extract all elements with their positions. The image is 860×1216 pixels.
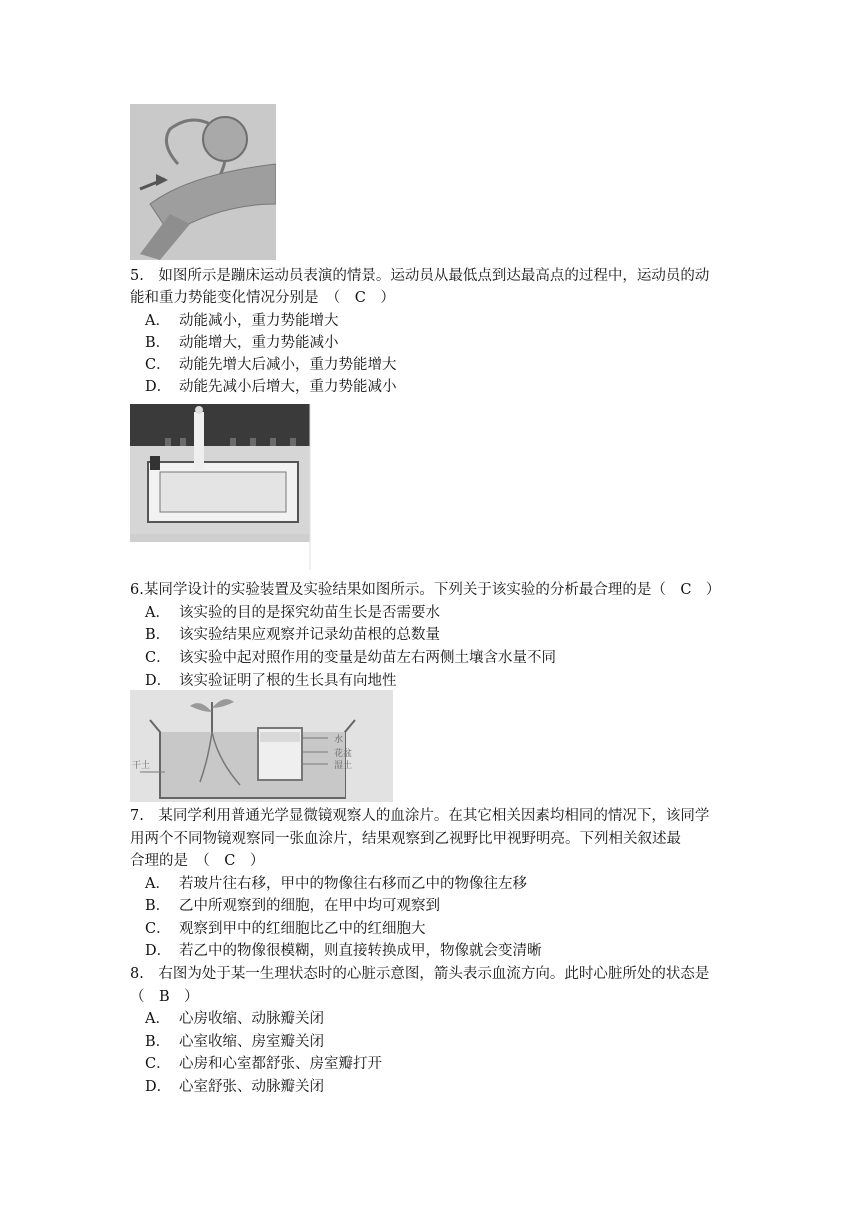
option-text: 心房和心室都舒张、房室瓣打开 [179,1056,382,1072]
option-label: B． [145,1034,171,1050]
seedling-experiment-figure [130,690,393,802]
option-text: 该实验证明了根的生长具有向地性 [179,673,397,689]
q5-stem-line1: 5. 如图所示是蹦床运动员表演的情景。运动员从最低点到达最高点的过程中，运动员的动 [130,268,710,284]
q5-stem-line2: 能和重力势能变化情况分别是 （ C ） [130,290,395,306]
option-label: C． [145,357,171,373]
q6-option-a [145,603,440,623]
option-text: 动能先减小后增大，重力势能减小 [179,379,397,395]
option-text: 动能增大，重力势能减小 [179,335,339,351]
option-label: A． [145,1011,170,1027]
q6-option-b [145,625,440,645]
q8-option-d [145,1077,324,1097]
q6-stem-line1: 6.某同学设计的实验装置及实验结果如图所示。下列关于该实验的分析最合理的是（ C ） [130,582,721,598]
option-label: A． [145,605,170,621]
figure-label-pot: 花盆 [334,749,353,759]
q7-option-b [145,896,440,916]
option-text: 心室舒张、动脉瓣关闭 [179,1079,324,1095]
option-label: C． [145,650,171,666]
q8-option-a [145,1009,324,1029]
q7-option-a [145,874,527,894]
option-text: 心房收缩、动脉瓣关闭 [179,1011,324,1027]
q8-stem-line1: 8. 右图为处于某一生理状态时的心脏示意图，箭头表示血流方向。此时心脏所处的状态是 [130,966,710,982]
option-text: 该实验中起对照作用的变量是幼苗左右两侧土壤含水量不同 [179,650,556,666]
option-text: 乙中所观察到的细胞，在甲中均可观察到 [179,898,440,914]
figure-label-dry-soil: 干土 [132,761,151,771]
option-label: B． [145,335,171,351]
q7-option-d [145,941,542,961]
q8-option-c [145,1054,382,1074]
q5-option-d [145,377,397,397]
q7-option-c [145,919,426,939]
option-label: D． [145,943,172,959]
q7-stem-line1: 7. 某同学利用普通光学显微镜观察人的血涂片。在其它相关因素均相同的情况下，该同学 [130,808,710,824]
option-text: 心室收缩、房室瓣关闭 [179,1034,324,1050]
q8-option-b [145,1032,324,1052]
q6-option-d [145,671,397,691]
option-label: A． [145,876,170,892]
q5-option-b [145,333,339,353]
option-label: D． [145,379,172,395]
option-label: B． [145,627,171,643]
option-label: C． [145,1056,171,1072]
figure-label-water: 水 [334,735,344,745]
option-label: A． [145,313,170,329]
q8-stem-line2: （ B ） [130,989,199,1005]
option-label: B． [145,898,171,914]
q7-stem-line2: 用两个不同物镜观察同一张血涂片，结果观察到乙视野比甲视野明亮。下列相关叙述最 [130,831,681,847]
option-text: 动能减小，重力势能增大 [179,313,339,329]
option-text: 观察到甲中的红细胞比乙中的红细胞大 [179,921,426,937]
option-label: D． [145,673,172,689]
option-text: 动能先增大后减小，重力势能增大 [179,357,397,373]
q5-option-a [145,311,339,331]
option-label: D． [145,1079,172,1095]
option-text: 该实验的目的是探究幼苗生长是否需要水 [179,605,440,621]
option-label: C． [145,921,171,937]
trampoline-photo [130,404,312,570]
option-text: 该实验结果应观察并记录幼苗根的总数量 [179,627,440,643]
q5-option-c [145,355,397,375]
knee-reflex-figure [130,104,276,260]
q6-option-c [145,648,556,668]
option-text: 若玻片往右移，甲中的物像往右移而乙中的物像往左移 [179,876,527,892]
figure-label-wet-soil: 湿土 [334,761,353,771]
q7-stem-line3: 合理的是 （ C ） [130,853,265,869]
option-text: 若乙中的物像很模糊，则直接转换成甲，物像就会变清晰 [179,943,542,959]
